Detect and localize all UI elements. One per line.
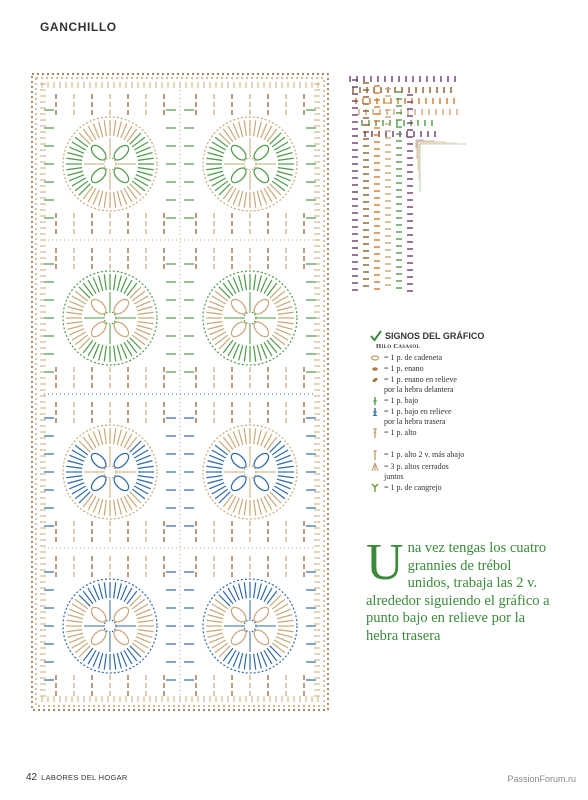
front-post-slip-stitch-icon: [370, 375, 380, 385]
stitch-mark: [270, 492, 281, 503]
magic-ring: [104, 466, 116, 478]
stitch-mark: [207, 633, 222, 637]
stitch-mark: [104, 654, 106, 670]
stitch-mark: [99, 275, 103, 290]
petal: [111, 319, 131, 339]
legend-symbol: [370, 353, 380, 363]
stitch-mark: [244, 500, 246, 516]
section-header: GANCHILLO: [40, 20, 117, 34]
magic-ring: [104, 158, 116, 170]
legend-text: = 1 p. enano: [384, 364, 424, 373]
stitch-mark: [278, 158, 294, 160]
petal: [89, 297, 109, 317]
stitch-mark: [277, 633, 292, 637]
stitch-mark: [270, 287, 281, 298]
petal: [229, 143, 249, 163]
granny-square: [44, 248, 176, 388]
cluster-icon: [370, 462, 380, 472]
stitch-mark: [99, 499, 103, 514]
stitch-mark: [138, 312, 154, 314]
stitch-mark: [79, 441, 90, 452]
stitch-mark: [239, 429, 243, 444]
stitch-mark: [206, 620, 222, 622]
stitch-mark: [137, 153, 152, 157]
granny-square: [184, 248, 316, 388]
stitch-mark: [99, 345, 103, 360]
stitch-mark: [138, 630, 154, 632]
stitch-mark: [117, 191, 121, 206]
single-crochet-icon: [370, 396, 380, 406]
stitch-mark: [67, 479, 82, 483]
stitch-mark: [206, 322, 222, 324]
stitch-mark: [207, 479, 222, 483]
magic-ring: [244, 312, 256, 324]
petal: [229, 165, 249, 185]
stitch-mark: [130, 184, 141, 195]
chain-stitch-icon: [370, 353, 380, 363]
stitch-mark: [117, 275, 121, 290]
stitch-mark: [79, 287, 90, 298]
magic-ring: [244, 158, 256, 170]
stitch-mark: [219, 492, 230, 503]
double-crochet-icon: [370, 428, 380, 438]
corner-guide: [419, 143, 457, 181]
stitch-mark: [206, 312, 222, 314]
stitch-mark: [270, 133, 281, 144]
petal: [251, 165, 271, 185]
petal: [89, 143, 109, 163]
legend-symbol: [370, 462, 380, 472]
granny-square: [184, 94, 316, 234]
stitch-mark: [137, 325, 152, 329]
stitch-mark: [138, 322, 154, 324]
stitch-mark: [257, 345, 261, 360]
stitch-mark: [79, 338, 90, 349]
legend-text: = 1 p. bajo: [384, 396, 419, 405]
legend-item: [370, 375, 570, 395]
stitch-mark: [244, 428, 246, 444]
stitch-mark: [207, 171, 222, 175]
stitch-mark: [66, 476, 82, 478]
corner-guide: [420, 144, 466, 192]
stitch-mark: [79, 595, 90, 606]
petal: [251, 473, 271, 493]
stitch-mark: [67, 153, 82, 157]
petal: [111, 143, 131, 163]
petal: [251, 451, 271, 471]
legend-item: [370, 428, 570, 438]
legend-item: [370, 450, 570, 460]
stitch-mark: [207, 153, 222, 157]
stitch-mark: [66, 466, 82, 468]
note-text: na vez tengas los cuatro grannies de trébol unidos, trabaja las 2 v. alrededor siguiendo el gráfico a punto bajo en relieve por la hebra trasera: [366, 540, 550, 644]
stitch-mark: [67, 325, 82, 329]
petal: [229, 605, 249, 625]
stitch-mark: [67, 615, 82, 619]
stitch-mark: [277, 461, 292, 465]
legend-title: [370, 330, 570, 342]
stitch-mark: [117, 499, 121, 514]
stitch-mark: [117, 345, 121, 360]
stitch-mark: [278, 630, 294, 632]
legend-text: = 3 p. altos cerrados juntos: [384, 462, 449, 481]
stitch-mark: [114, 654, 116, 670]
stitch-mark: [130, 492, 141, 503]
instruction-note: [366, 534, 556, 645]
stitch-mark: [277, 615, 292, 619]
stitch-mark: [137, 615, 152, 619]
long-double-crochet-icon: [370, 450, 380, 460]
slip-stitch-icon: [370, 364, 380, 374]
stitch-mark: [66, 312, 82, 314]
stitch-mark: [278, 620, 294, 622]
petal: [89, 605, 109, 625]
stitch-mark: [244, 274, 246, 290]
stitch-mark: [207, 307, 222, 311]
granny-square: [44, 556, 176, 696]
granny-square: [44, 94, 176, 234]
stitch-mark: [114, 582, 116, 598]
petal: [89, 627, 109, 647]
stitch-mark: [67, 307, 82, 311]
magic-ring: [244, 466, 256, 478]
stitch-mark: [117, 583, 121, 598]
stitch-mark: [206, 466, 222, 468]
magic-ring: [104, 620, 116, 632]
stitch-mark: [114, 346, 116, 362]
stitch-mark: [114, 192, 116, 208]
stitch-mark: [270, 646, 281, 657]
stitch-mark: [277, 325, 292, 329]
stitch-mark: [257, 429, 261, 444]
stitch-mark: [254, 346, 256, 362]
stitch-mark: [207, 325, 222, 329]
petal: [89, 319, 109, 339]
stitch-mark: [104, 500, 106, 516]
petal: [111, 605, 131, 625]
stitch-mark: [219, 184, 230, 195]
stitch-mark: [99, 121, 103, 136]
stitch-mark: [254, 582, 256, 598]
stitch-mark: [130, 595, 141, 606]
stitch-mark: [239, 191, 243, 206]
stitch-mark: [277, 479, 292, 483]
stitch-mark: [104, 120, 106, 136]
stitch-mark: [277, 153, 292, 157]
stitch-mark: [138, 158, 154, 160]
petal: [229, 473, 249, 493]
stitch-mark: [99, 191, 103, 206]
petal: [111, 165, 131, 185]
stitch-mark: [117, 653, 121, 668]
legend-symbol: [370, 428, 380, 438]
stitch-mark: [104, 192, 106, 208]
petal: [89, 473, 109, 493]
crochet-chart: [30, 72, 330, 712]
stitch-mark: [207, 615, 222, 619]
stitch-mark: [278, 322, 294, 324]
stitch-mark: [114, 274, 116, 290]
corner-stitch-grid: [350, 76, 466, 291]
crab-stitch-icon: [370, 483, 380, 493]
stitch-mark: [138, 620, 154, 622]
legend-text: = 1 p. enano en relieve por la hebra delantera: [384, 375, 457, 394]
granny-square: [44, 402, 176, 542]
legend-text: = 1 p. alto 2 v. más abajo: [384, 450, 465, 459]
stitch-mark: [104, 274, 106, 290]
petal: [229, 627, 249, 647]
stitch-mark: [99, 653, 103, 668]
petal: [111, 627, 131, 647]
stitch-mark: [66, 630, 82, 632]
stitch-mark: [138, 466, 154, 468]
stitch-mark: [270, 338, 281, 349]
legend-item: [370, 407, 570, 427]
stitch-mark: [257, 499, 261, 514]
check-icon: [370, 330, 382, 342]
stitch-mark: [254, 428, 256, 444]
stitch-mark: [66, 322, 82, 324]
petal: [229, 297, 249, 317]
stitch-mark: [270, 184, 281, 195]
legend-text: = 1 p. alto: [384, 428, 417, 437]
stitch-mark: [67, 633, 82, 637]
legend-symbol: [370, 375, 380, 385]
stitch-mark: [277, 307, 292, 311]
stitch-mark: [239, 345, 243, 360]
legend-item: [370, 483, 570, 493]
legend-text: = 1 p. de cadeneta: [384, 353, 443, 362]
magazine-name: LABORES DEL HOGAR: [41, 773, 128, 782]
stitch-mark: [137, 479, 152, 483]
stitch-mark: [278, 476, 294, 478]
legend-title-text: SIGNOS DEL GRÁFICO: [385, 331, 485, 341]
stitch-mark: [79, 646, 90, 657]
petal: [89, 165, 109, 185]
stitch-mark: [99, 583, 103, 598]
stitch-mark: [104, 582, 106, 598]
petal: [251, 605, 271, 625]
stitch-mark: [206, 630, 222, 632]
stitch-mark: [137, 307, 152, 311]
legend-item: [370, 353, 570, 363]
petal: [229, 319, 249, 339]
stitch-mark: [130, 338, 141, 349]
stitch-mark: [117, 429, 121, 444]
legend-item: [370, 396, 570, 406]
legend-symbol: [370, 407, 380, 417]
corner-guide: [418, 142, 446, 170]
stitch-mark: [239, 499, 243, 514]
granny-square: [184, 402, 316, 542]
stitch-mark: [254, 654, 256, 670]
stitch-mark: [66, 168, 82, 170]
legend-item: [370, 364, 570, 374]
stitch-mark: [206, 168, 222, 170]
stitch-mark: [244, 120, 246, 136]
symbols-legend: [370, 330, 570, 494]
drop-cap: U: [366, 534, 404, 591]
legend-symbol: [370, 396, 380, 406]
legend-symbol: [370, 483, 380, 493]
stitch-mark: [270, 595, 281, 606]
stitch-mark: [104, 346, 106, 362]
stitch-mark: [219, 338, 230, 349]
stitch-mark: [104, 428, 106, 444]
stitch-mark: [219, 646, 230, 657]
stitch-mark: [239, 653, 243, 668]
stitch-mark: [138, 476, 154, 478]
legend-symbol: [370, 364, 380, 374]
stitch-mark: [278, 312, 294, 314]
stitch-mark: [66, 158, 82, 160]
stitch-mark: [257, 583, 261, 598]
legend-symbol: [370, 450, 380, 460]
stitch-mark: [244, 582, 246, 598]
stitch-mark: [130, 287, 141, 298]
legend-text: = 1 p. de cangrejo: [384, 483, 442, 492]
petal: [111, 451, 131, 471]
stitch-mark: [219, 133, 230, 144]
legend-item: [370, 462, 570, 482]
legend-subtitle: Hilo Casasol: [376, 343, 421, 350]
stitch-mark: [99, 429, 103, 444]
stitch-mark: [206, 158, 222, 160]
petal: [229, 451, 249, 471]
petal: [111, 473, 131, 493]
stitch-mark: [257, 191, 261, 206]
stitch-mark: [79, 184, 90, 195]
stitch-mark: [79, 133, 90, 144]
magic-ring: [104, 312, 116, 324]
stitch-mark: [277, 171, 292, 175]
petal: [251, 297, 271, 317]
stitch-mark: [219, 287, 230, 298]
stitch-mark: [130, 133, 141, 144]
stitch-mark: [130, 441, 141, 452]
stitch-mark: [137, 171, 152, 175]
stitch-mark: [130, 646, 141, 657]
page-number: 42: [26, 772, 38, 783]
page-footer: [26, 772, 128, 783]
granny-square: [184, 556, 316, 696]
corner-chart: [346, 70, 466, 300]
petal: [89, 451, 109, 471]
magic-ring: [244, 620, 256, 632]
stitch-mark: [239, 121, 243, 136]
watermark: PassionForum.ru: [507, 774, 576, 784]
stitch-mark: [219, 595, 230, 606]
stitch-mark: [254, 274, 256, 290]
stitch-mark: [67, 461, 82, 465]
stitch-mark: [114, 428, 116, 444]
stitch-mark: [257, 121, 261, 136]
stitch-mark: [66, 620, 82, 622]
petal: [251, 319, 271, 339]
stitch-mark: [270, 441, 281, 452]
stitch-mark: [239, 275, 243, 290]
stitch-mark: [254, 120, 256, 136]
stitch-mark: [278, 168, 294, 170]
stitch-mark: [206, 476, 222, 478]
stitch-mark: [207, 461, 222, 465]
back-post-single-crochet-icon: [370, 407, 380, 417]
stitch-mark: [219, 441, 230, 452]
stitch-mark: [244, 654, 246, 670]
stitch-mark: [244, 346, 246, 362]
stitch-mark: [254, 500, 256, 516]
stitch-mark: [254, 192, 256, 208]
stitch-mark: [114, 120, 116, 136]
stitch-mark: [244, 192, 246, 208]
stitch-mark: [257, 653, 261, 668]
stitch-mark: [117, 121, 121, 136]
stitch-mark: [257, 275, 261, 290]
petal: [251, 143, 271, 163]
stitch-mark: [79, 492, 90, 503]
stitch-mark: [278, 466, 294, 468]
petal: [111, 297, 131, 317]
stitch-mark: [137, 461, 152, 465]
stitch-mark: [137, 633, 152, 637]
legend-text: = 1 p. bajo en relieve por la hebra trasera: [384, 407, 452, 426]
stitch-mark: [114, 500, 116, 516]
stitch-mark: [67, 171, 82, 175]
petal: [251, 627, 271, 647]
stitch-mark: [138, 168, 154, 170]
stitch-mark: [239, 583, 243, 598]
legend-list: [370, 353, 570, 493]
